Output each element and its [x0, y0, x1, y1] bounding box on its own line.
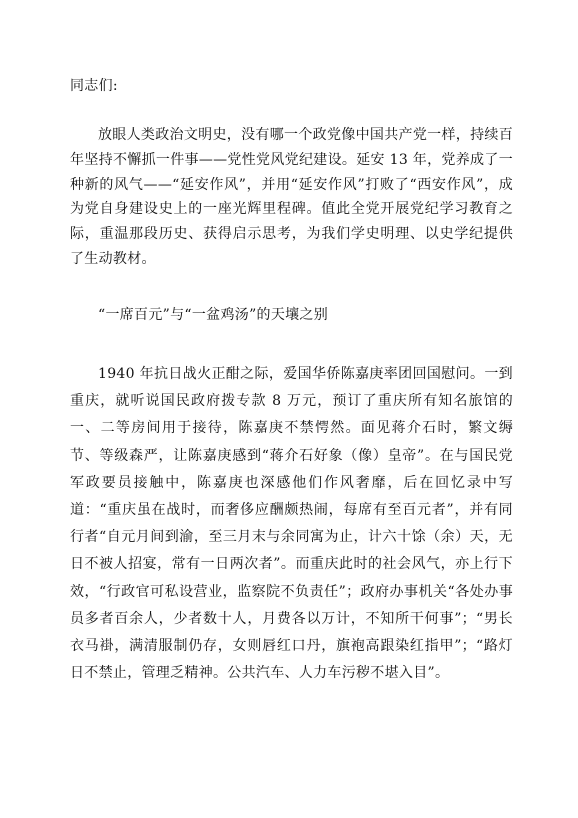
section-paragraph: 1940 年抗日战火正酣之际，爱国华侨陈嘉庚率团回国慰问。一到重庆，就听说国民政府拨专款 8 万元，预订了重庆所有知名旅馆的一、二等房间用于接待，陈嘉庚不禁愕然。面见蒋介石时，繁文缛节、等级森严，让陈嘉庚感到“蒋介石好象（像）皇帝”。在与国民党军政要员接触中，陈嘉庚也深感他们作风奢靡，后在回忆录中写道：“重庆虽在战时，而奢侈应酬颇热闹，每席有至百元者”，并有同行者“自元月间到渝，至三月末与余同寓为止，计六十馀（余）天，无日不被人招宴，常有一日两次者”。而重庆此时的社会风气，亦上行下效，“行政官可私设营业，监察院不负责任”；政府办事机关“各处办事员多者百余人，少者数十人，月费各以万计，不知所干何事”；“男长衣马褂，满清服制仍存，女则唇红口丹，旗袍高跟染红指甲”；“路灯日不禁止，管理乏精神。公共汽车、人力车污秽不堪入目”。 [70, 366, 513, 682]
intro-paragraph: 放眼人类政治文明史，没有哪一个政党像中国共产党一样，持续百年坚持不懈抓一件事——党性党风党纪建设。延安 13 年，党养成了一种新的风气——“延安作风”，并用“延安作风”打败了“西安作风”，成为党自身建设史上的一座光辉里程碑。值此全党开展党纪学习教育之际，重温那段历史、获得启示思考，为我们学史明理、以史学纪提供了生动教材。 [70, 127, 513, 267]
greeting-line: 同志们: [70, 78, 118, 94]
section-heading: “一席百元”与“一盆鸡汤”的天壤之别 [98, 307, 329, 323]
